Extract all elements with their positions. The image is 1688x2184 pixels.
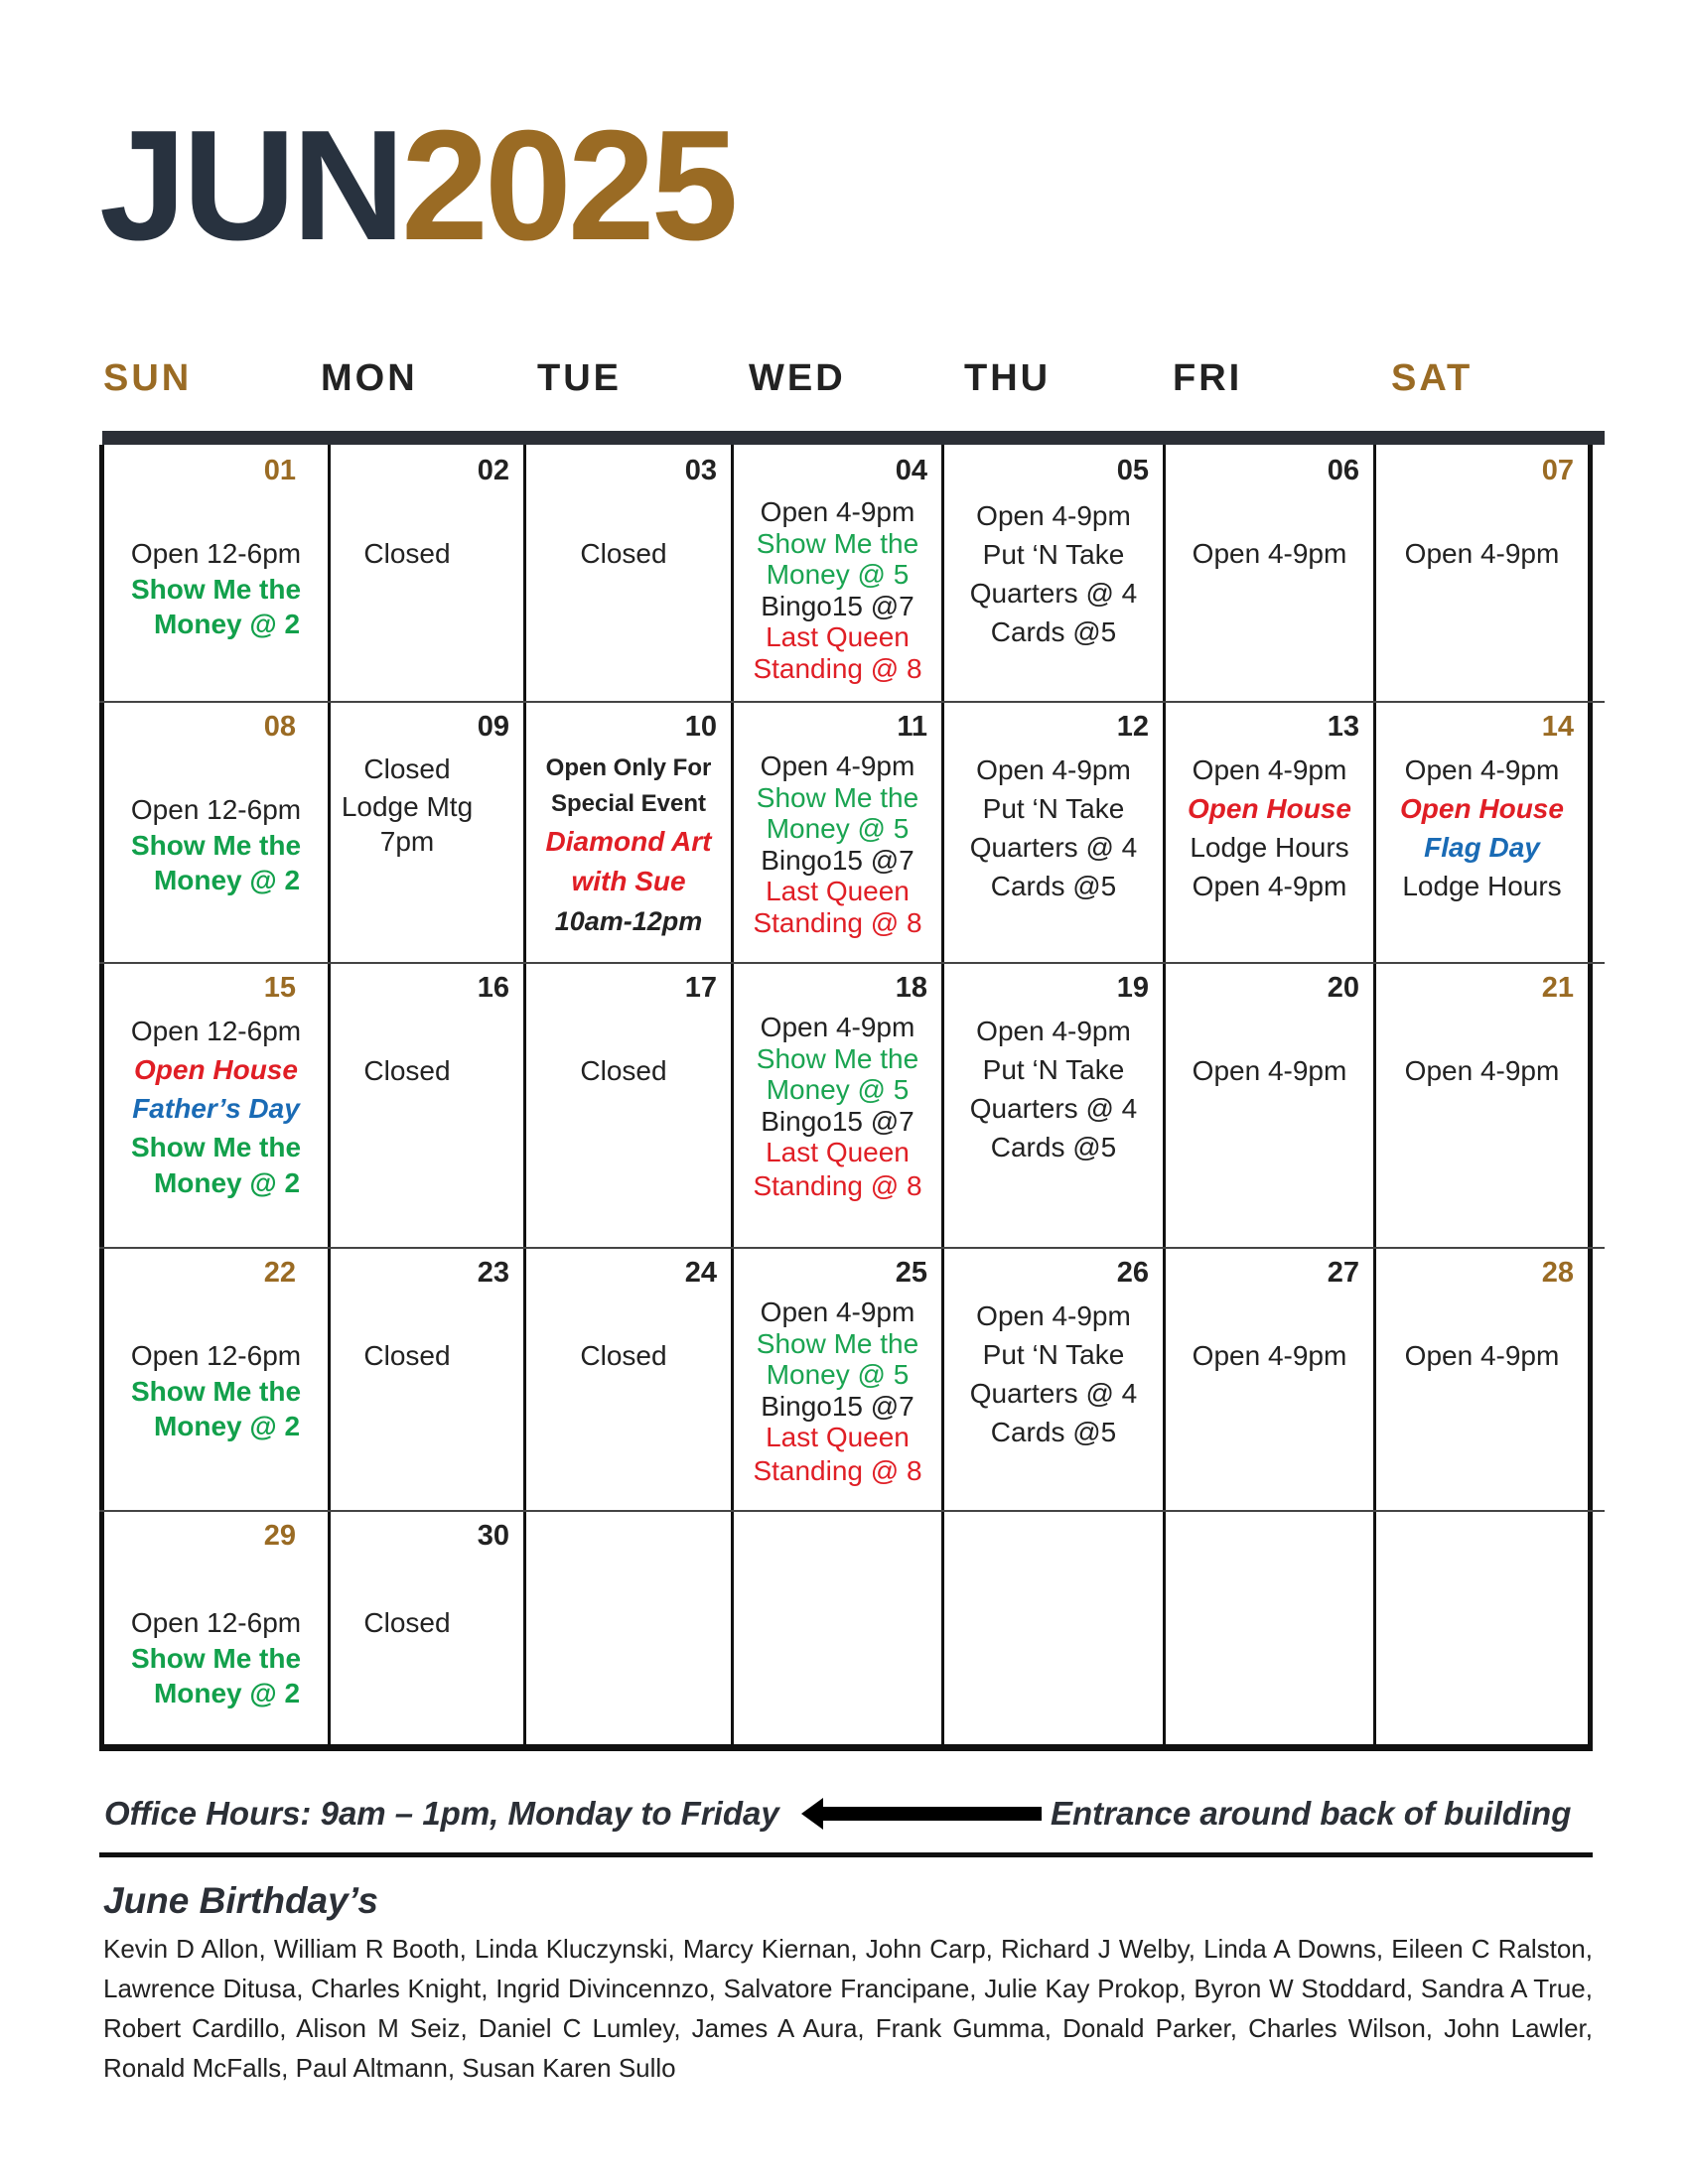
day-line: Open 12-6pm bbox=[130, 1016, 302, 1046]
day-line: Closed bbox=[580, 1055, 667, 1086]
day-line: Bingo15 @7 bbox=[761, 1105, 914, 1137]
day-cell-24 bbox=[526, 1249, 731, 1510]
day-line: Flag Day bbox=[1424, 832, 1540, 863]
day-line: Open Only For bbox=[545, 754, 712, 781]
day-line: Open 4-9pm bbox=[760, 1012, 915, 1042]
day-number: 29 bbox=[263, 1520, 296, 1552]
birthdays-title: June Birthday’s bbox=[103, 1880, 378, 1921]
day-line: Open 4-9pm bbox=[1192, 1340, 1347, 1371]
day-line: Cards @5 bbox=[990, 871, 1117, 901]
weekday-fri: FRI bbox=[1173, 357, 1243, 399]
day-line: Open 4-9pm bbox=[1404, 754, 1560, 785]
day-cell-18 bbox=[734, 964, 941, 1247]
day-number: 03 bbox=[684, 455, 717, 486]
day-line: Cards @5 bbox=[990, 1417, 1117, 1447]
day-cell-11 bbox=[734, 703, 941, 962]
day-cell-14 bbox=[1376, 703, 1588, 962]
day-number: 11 bbox=[897, 711, 927, 743]
day-line: Put ‘N Take bbox=[982, 539, 1125, 570]
day-number: 02 bbox=[477, 455, 509, 486]
day-line: Bingo15 @7 bbox=[761, 1390, 914, 1422]
day-cell-01 bbox=[104, 447, 328, 701]
day-cell-21 bbox=[1376, 964, 1588, 1247]
day-line: Open 4-9pm bbox=[1404, 538, 1560, 569]
day-line: Open House bbox=[1400, 793, 1564, 824]
day-line: Open 4-9pm bbox=[1404, 1340, 1560, 1371]
day-line: Open 4-9pm bbox=[760, 1297, 915, 1327]
day-number: 06 bbox=[1327, 455, 1359, 486]
day-cell-19 bbox=[944, 964, 1163, 1247]
day-cell-15 bbox=[104, 964, 328, 1247]
day-line: Standing @ 8 bbox=[753, 906, 922, 938]
title-month: JUN bbox=[99, 98, 402, 273]
weekday-sun: SUN bbox=[103, 357, 193, 399]
birthdays-list: Kevin D Allon, William R Booth, Linda Kluczynski, Marcy Kiernan, John Carp, Richard J Welby, Linda A Downs, Eileen C Ralston, Lawrence Ditusa, Charles Knight, Ingrid Divincennzo, Salvatore Francipane, Julie Kay Prokop, Byron W Stoddard, Sandra A True, Robert Cardillo, Alison M Seiz, Daniel C Lumley, James A Aura, Frank Gumma, Donald Parker, Charles Wilson, John Lawler, Ronald McFalls, Paul Altmann, Susan Karen Sullo bbox=[103, 1934, 1593, 2083]
day-number: 25 bbox=[895, 1257, 927, 1289]
day-number: 16 bbox=[477, 972, 509, 1004]
day-line: Standing @ 8 bbox=[753, 1454, 922, 1486]
day-line: Show Me the bbox=[130, 1132, 302, 1162]
day-cell-09 bbox=[331, 703, 523, 962]
day-cell-27 bbox=[1166, 1249, 1373, 1510]
day-line: Open 4-9pm bbox=[1192, 871, 1347, 901]
day-line: Money @ 2 bbox=[153, 609, 301, 639]
day-number: 07 bbox=[1541, 455, 1574, 486]
title-year: 2025 bbox=[401, 98, 735, 273]
day-line: Quarters @ 4 bbox=[969, 578, 1138, 609]
day-number: 01 bbox=[263, 455, 296, 486]
day-line: Show Me the bbox=[130, 830, 302, 861]
day-cell-17 bbox=[526, 964, 731, 1247]
day-line: Closed bbox=[363, 1055, 451, 1086]
day-cell-02 bbox=[331, 447, 523, 701]
day-number: 27 bbox=[1327, 1257, 1359, 1289]
day-number: 22 bbox=[263, 1257, 296, 1289]
day-line: Show Me the bbox=[756, 527, 919, 559]
day-number: 10 bbox=[684, 711, 717, 743]
day-line: Lodge Mtg bbox=[341, 791, 474, 822]
day-line: Last Queen bbox=[766, 1422, 910, 1452]
day-number: 18 bbox=[895, 972, 927, 1004]
day-line: Money @ 5 bbox=[766, 1074, 910, 1105]
day-cell-16 bbox=[331, 964, 523, 1247]
day-number: 12 bbox=[1116, 711, 1149, 743]
day-number: 05 bbox=[1116, 455, 1149, 486]
entrance-note: Entrance around back of building bbox=[1051, 1795, 1572, 1832]
day-cell-12 bbox=[944, 703, 1163, 962]
day-line: Bingo15 @7 bbox=[761, 590, 914, 621]
day-number: 19 bbox=[1116, 972, 1149, 1004]
day-line: Put ‘N Take bbox=[982, 1339, 1125, 1370]
page-title bbox=[99, 98, 735, 273]
day-line: Quarters @ 4 bbox=[969, 1093, 1138, 1124]
weekday-sat: SAT bbox=[1391, 357, 1474, 399]
day-cell-30 bbox=[331, 1512, 523, 1745]
day-cell-05 bbox=[944, 447, 1163, 701]
day-number: 30 bbox=[477, 1520, 509, 1552]
left-arrow-icon bbox=[801, 1798, 1042, 1830]
day-line: Special Event bbox=[550, 790, 707, 817]
day-line: Show Me the bbox=[130, 1643, 302, 1674]
day-line: Quarters @ 4 bbox=[969, 832, 1138, 863]
day-line: Money @ 2 bbox=[153, 1678, 301, 1708]
day-line: Closed bbox=[363, 753, 451, 784]
day-line: Standing @ 8 bbox=[753, 1169, 922, 1201]
day-line: Cards @5 bbox=[990, 616, 1117, 647]
day-line: Open House bbox=[1188, 793, 1351, 824]
day-number: 21 bbox=[1541, 972, 1574, 1004]
day-number: 15 bbox=[263, 972, 296, 1004]
day-line: Bingo15 @7 bbox=[761, 844, 914, 876]
office-hours: Office Hours: 9am – 1pm, Monday to Friday bbox=[104, 1795, 779, 1832]
day-line: Open 4-9pm bbox=[1192, 538, 1347, 569]
day-cell-20 bbox=[1166, 964, 1373, 1247]
day-line: Money @ 5 bbox=[766, 559, 910, 590]
weekday-tue: TUE bbox=[537, 357, 622, 399]
day-line: with Sue bbox=[571, 866, 686, 896]
day-line: Money @ 2 bbox=[153, 865, 301, 895]
day-line: Closed bbox=[363, 1340, 451, 1371]
day-line: Put ‘N Take bbox=[982, 793, 1125, 824]
day-cell-08 bbox=[104, 703, 328, 962]
day-line: Open 4-9pm bbox=[1192, 754, 1347, 785]
day-number: 23 bbox=[477, 1257, 509, 1289]
day-cell-25 bbox=[734, 1249, 941, 1510]
day-cell-23 bbox=[331, 1249, 523, 1510]
day-line: 7pm bbox=[379, 826, 435, 857]
day-line: Show Me the bbox=[130, 1376, 302, 1407]
day-cell-06 bbox=[1166, 447, 1373, 701]
weekday-wed: WED bbox=[749, 357, 846, 399]
day-number: 09 bbox=[477, 711, 509, 743]
day-line: Money @ 2 bbox=[153, 1411, 301, 1441]
day-number: 26 bbox=[1116, 1257, 1149, 1289]
day-number: 13 bbox=[1327, 711, 1359, 743]
day-number: 08 bbox=[263, 711, 296, 743]
day-line: Closed bbox=[363, 1607, 451, 1638]
day-line: Closed bbox=[580, 1340, 667, 1371]
day-line: Open 4-9pm bbox=[760, 751, 915, 781]
day-line: Father’s Day bbox=[132, 1093, 300, 1124]
day-line: Standing @ 8 bbox=[753, 652, 922, 684]
day-line: Put ‘N Take bbox=[982, 1054, 1125, 1085]
day-line: Quarters @ 4 bbox=[969, 1378, 1138, 1409]
day-line: Last Queen bbox=[766, 1137, 910, 1167]
day-number: 17 bbox=[684, 972, 717, 1004]
day-cell-29 bbox=[104, 1512, 328, 1745]
day-cell-10 bbox=[526, 703, 731, 962]
day-cell-04 bbox=[734, 447, 941, 701]
day-line: Lodge Hours bbox=[1402, 871, 1562, 901]
day-line: Open 4-9pm bbox=[976, 500, 1131, 531]
day-cell-22 bbox=[104, 1249, 328, 1510]
day-line: Open 4-9pm bbox=[976, 1016, 1131, 1046]
day-line: Cards @5 bbox=[990, 1132, 1117, 1162]
day-line: 10am-12pm bbox=[554, 906, 703, 936]
day-line: Money @ 2 bbox=[153, 1167, 301, 1198]
day-number: 04 bbox=[895, 455, 927, 486]
calendar-top-bar bbox=[102, 431, 1605, 445]
day-line: Open 4-9pm bbox=[1192, 1055, 1347, 1086]
day-line: Last Queen bbox=[766, 876, 910, 906]
day-line: Show Me the bbox=[756, 1327, 919, 1359]
day-line: Open 4-9pm bbox=[760, 496, 915, 527]
day-line: Open 12-6pm bbox=[130, 538, 302, 569]
day-line: Open 4-9pm bbox=[976, 754, 1131, 785]
footer-divider bbox=[99, 1852, 1593, 1857]
day-line: Open 4-9pm bbox=[1404, 1055, 1560, 1086]
day-line: Last Queen bbox=[766, 621, 910, 652]
day-line: Show Me the bbox=[756, 1042, 919, 1074]
day-line: Money @ 5 bbox=[766, 813, 910, 844]
day-number: 24 bbox=[684, 1257, 717, 1289]
day-cell-03 bbox=[526, 447, 731, 701]
day-cell-28 bbox=[1376, 1249, 1588, 1510]
day-line: Money @ 5 bbox=[766, 1359, 910, 1390]
day-line: Open House bbox=[134, 1054, 298, 1085]
day-cell-13 bbox=[1166, 703, 1373, 962]
day-cell-26 bbox=[944, 1249, 1163, 1510]
day-line: Lodge Hours bbox=[1190, 832, 1349, 863]
day-cell-07 bbox=[1376, 447, 1588, 701]
day-line: Open 12-6pm bbox=[130, 1607, 302, 1638]
day-line: Open 4-9pm bbox=[976, 1300, 1131, 1331]
day-line: Show Me the bbox=[130, 574, 302, 605]
day-line: Closed bbox=[580, 538, 667, 569]
day-line: Open 12-6pm bbox=[130, 794, 302, 825]
day-number: 14 bbox=[1541, 711, 1574, 743]
day-number: 20 bbox=[1327, 972, 1359, 1004]
weekday-thu: THU bbox=[964, 357, 1052, 399]
day-line: Diamond Art bbox=[545, 826, 712, 857]
day-line: Open 12-6pm bbox=[130, 1340, 302, 1371]
weekday-mon: MON bbox=[321, 357, 418, 399]
day-number: 28 bbox=[1541, 1257, 1574, 1289]
day-line: Closed bbox=[363, 538, 451, 569]
day-line: Show Me the bbox=[756, 781, 919, 813]
